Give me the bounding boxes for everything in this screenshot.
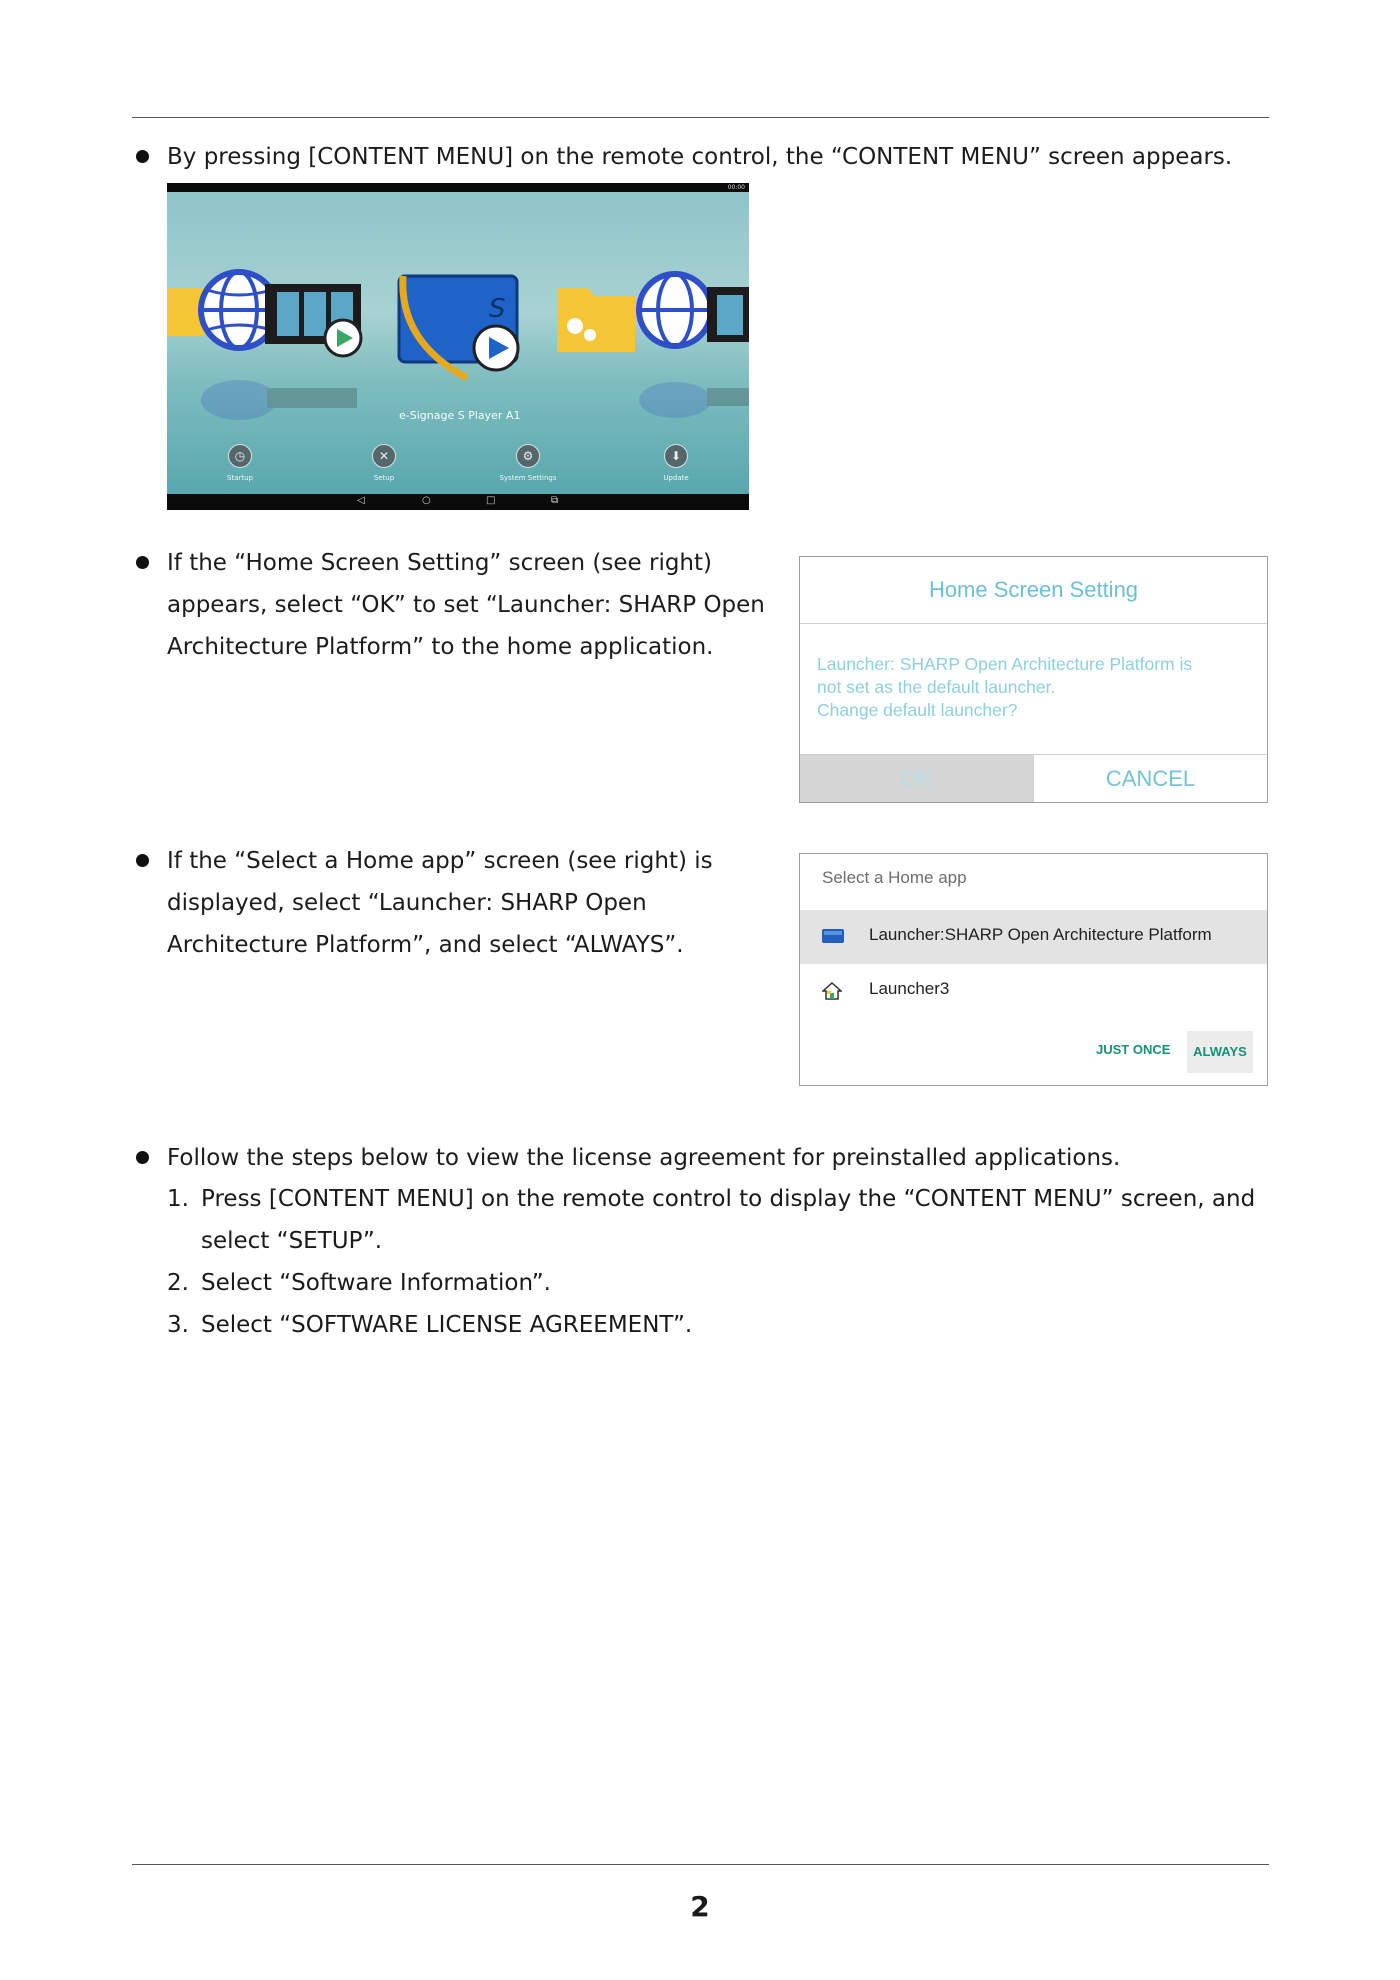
film-icon-left [265,284,361,356]
dialog-message-line: Launcher: SHARP Open Architecture Platform is [817,654,1193,674]
bullet-4-text: Follow the steps below to view the license agreement for preinstalled applications. [167,1145,1121,1171]
dialog-message-line: not set as the default launcher. [817,677,1056,697]
step-item [167,1178,1277,1262]
home-icon[interactable]: ○ [422,495,431,506]
step-number: 1. [167,1186,189,1212]
dialog-message [817,653,1247,722]
ok-button[interactable]: OK [800,755,1033,802]
step-line: select “SETUP”. [201,1228,383,1254]
cancel-button[interactable]: CANCEL [1033,755,1267,802]
bullet-dot [136,556,149,569]
list-item-sharp-launcher[interactable] [800,910,1267,964]
bullet-2-line: Architecture Platform” to the home application. [167,634,714,660]
app-label: e-Signage S Player A1 [399,409,521,422]
system-settings-button[interactable] [493,444,563,482]
step-item [167,1262,1277,1304]
update-icon: ⬇ [664,444,688,468]
bullet-1-text: By pressing [CONTENT MENU] on the remote control, the “CONTENT MENU” screen appears. [167,144,1233,170]
dialog-title: Select a Home app [822,868,967,887]
dialog-message-line: Change default launcher? [817,700,1018,720]
content-menu-screenshot [167,183,749,510]
bullet-dot [136,150,149,163]
footer-rule [132,1864,1269,1865]
tools-icon: ✕ [372,444,396,468]
navigation-bar [167,494,749,510]
film-icon-right [707,287,749,342]
bullet-2-line: If the “Home Screen Setting” screen (see right) [167,550,713,576]
settings-folder-icon [557,288,635,352]
system-settings-label: System Settings [499,474,557,482]
home-screen-setting-dialog [799,556,1268,803]
bullet-3-line: displayed, select “Launcher: SHARP Open [167,890,647,916]
step-text [201,1178,1277,1262]
launcher3-house-icon [822,982,842,1000]
svg-text:S: S [489,294,506,324]
bullet-3-text [167,840,787,966]
step-text: Select “Software Information”. [201,1270,551,1296]
back-icon[interactable]: ◁ [357,495,365,506]
steps-list [167,1178,1277,1346]
header-rule [132,117,1269,118]
status-clock: 00:00 [727,184,745,191]
update-label: Update [663,474,689,482]
globe-icon-right [639,274,711,346]
clock-icon: ◷ [228,444,252,468]
startup-label: Startup [227,474,253,482]
bullet-2-line: appears, select “OK” to set “Launcher: SHARP Open [167,592,765,618]
dialog-title: Home Screen Setting [800,557,1267,624]
list-item-label: Launcher3 [869,979,950,998]
bullet-3-line: Architecture Platform”, and select “ALWAYS”. [167,932,684,958]
always-button[interactable]: ALWAYS [1187,1031,1253,1073]
bullet-3-line: If the “Select a Home app” screen (see right) is [167,848,713,874]
step-item [167,1304,1277,1346]
dialog-button-bar [800,754,1267,802]
content-menu-button-row [167,444,749,484]
setup-label: Setup [373,474,395,482]
screenshot-icon[interactable]: ⧉ [551,495,559,506]
setup-button[interactable] [349,444,419,482]
sharp-launcher-icon [822,928,844,944]
gear-icon: ⚙ [516,444,540,468]
just-once-button[interactable]: JUST ONCE [1096,1042,1171,1057]
bullet-dot [136,854,149,867]
update-button[interactable] [641,444,711,482]
step-text: Select “SOFTWARE LICENSE AGREEMENT”. [201,1312,693,1338]
step-number: 2. [167,1270,189,1296]
bullet-2-text [167,542,787,668]
step-number: 3. [167,1312,189,1338]
bullet-dot [136,1151,149,1164]
signage-player-icon [399,276,518,378]
list-item-label: Launcher:SHARP Open Architecture Platform [869,925,1212,944]
list-item-launcher3[interactable] [800,964,1267,1018]
startup-button[interactable] [205,444,275,482]
select-home-app-dialog [799,853,1268,1086]
page-number: 2 [690,1890,710,1923]
recent-apps-icon[interactable]: □ [486,495,496,506]
step-line: Press [CONTENT MENU] on the remote control to display the “CONTENT MENU” screen, and [201,1186,1256,1212]
status-bar [167,183,749,192]
